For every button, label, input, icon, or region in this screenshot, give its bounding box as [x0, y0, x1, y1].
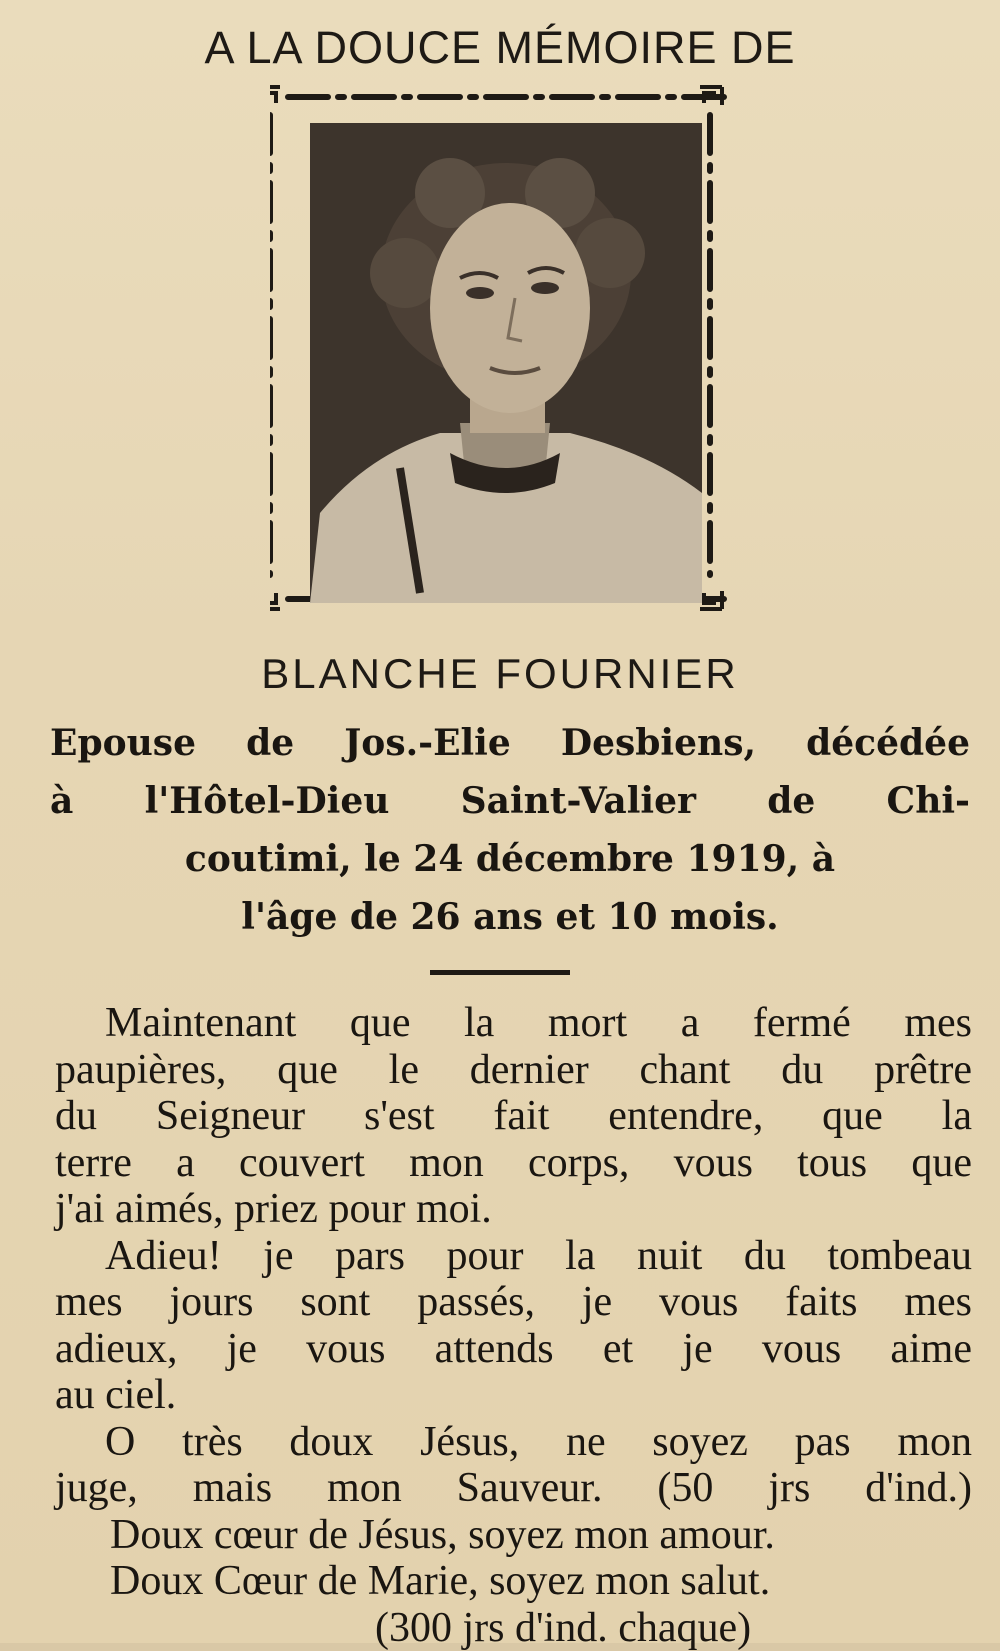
- prayer-line: Adieu! je pars pour la nuit du tombeau: [55, 1233, 972, 1280]
- prayer-line: mes jours sont passés, je vous faits mes: [55, 1279, 972, 1326]
- bio-line: à l'Hôtel-Dieu Saint-Valier de Chi-: [50, 772, 970, 830]
- bio-line: l'âge de 26 ans et 10 mois.: [50, 888, 970, 946]
- divider-rule: [430, 970, 570, 975]
- prayer-line: au ciel.: [55, 1372, 972, 1419]
- bio-line: Epouse de Jos.-Elie Desbiens, décédée: [50, 714, 970, 772]
- prayer-line: j'ai aimés, priez pour moi.: [55, 1186, 972, 1233]
- biography-text: [50, 714, 970, 946]
- prayer-line: paupières, que le dernier chant du prêtre: [55, 1047, 972, 1094]
- prayer-line: du Seigneur s'est fait entendre, que la: [55, 1093, 972, 1140]
- prayer-line: Doux cœur de Jésus, soyez mon amour.: [55, 1512, 972, 1559]
- prayer-line: Doux Cœur de Marie, soyez mon salut.: [55, 1558, 972, 1605]
- bio-line: coutimi, le 24 décembre 1919, à: [50, 830, 970, 888]
- prayer-line: terre a couvert mon corps, vous tous que: [55, 1140, 972, 1187]
- portrait-photo: [310, 123, 702, 603]
- prayer-line: O très doux Jésus, ne soyez pas mon: [55, 1419, 972, 1466]
- prayer-line: juge, mais mon Sauveur. (50 jrs d'ind.): [55, 1465, 972, 1512]
- prayer-line: adieux, je vous attends et je vous aime: [55, 1326, 972, 1373]
- prayer-line: (300 jrs d'ind. chaque): [55, 1605, 972, 1651]
- deceased-name: BLANCHE FOURNIER: [0, 650, 1000, 698]
- prayer-text: [55, 1000, 972, 1651]
- prayer-line: Maintenant que la mort a fermé mes: [55, 1000, 972, 1047]
- portrait-frame: [270, 85, 750, 640]
- memorial-heading: A LA DOUCE MÉMOIRE DE: [0, 22, 1000, 74]
